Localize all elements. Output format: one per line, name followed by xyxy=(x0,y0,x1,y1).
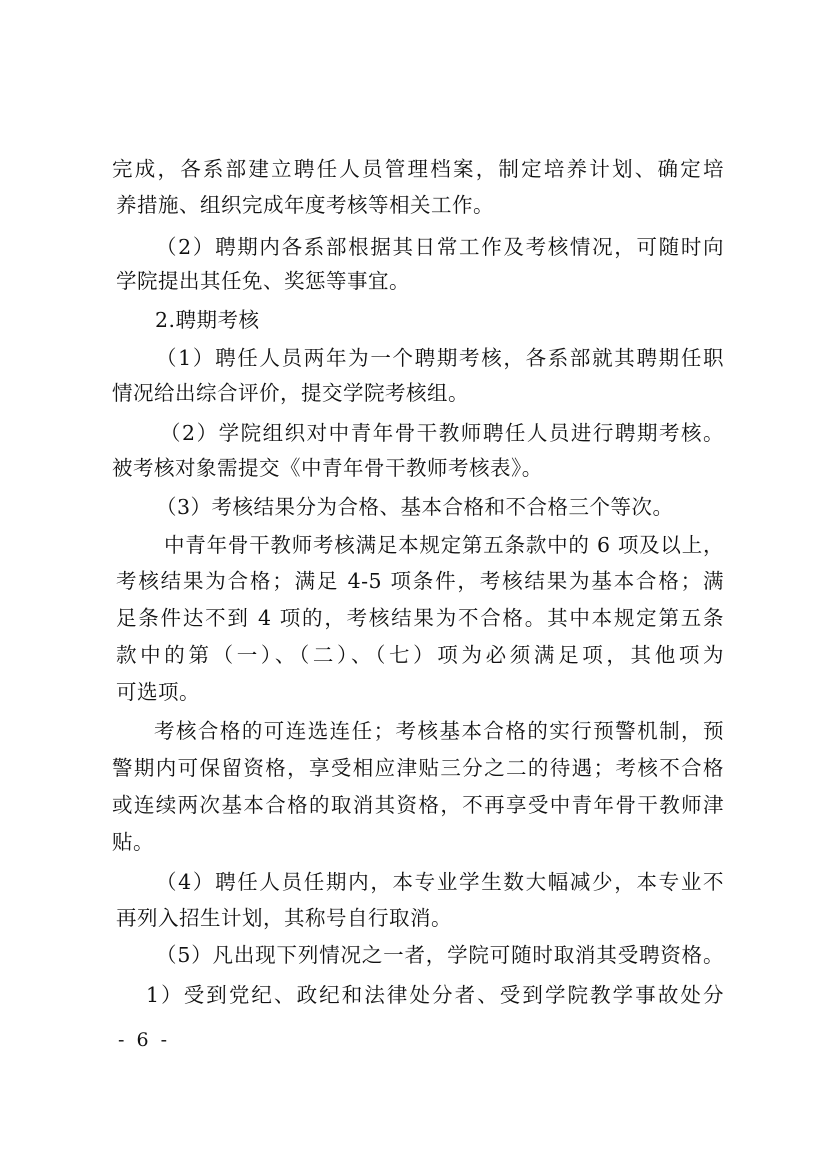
text-line-16: 考核合格的可连选连任；考核基本合格的实行预警机制，预 xyxy=(154,719,724,743)
text-line-1: 完成，各系部建立聘任人员管理档案，制定培养计划、确定培 xyxy=(112,157,724,181)
text-line-23: 1）受到党纪、政纪和法律处分者、受到学院教学事故处分 xyxy=(146,983,724,1007)
text-line-21: 再列入招生计划，其称号自行取消。 xyxy=(116,906,452,930)
text-line-3: （2）聘期内各系部根据其日常工作及考核情况，可随时向 xyxy=(156,235,724,259)
section-heading: 2.聘期考核 xyxy=(155,308,260,332)
text-line-12: 考核结果为合格；满足 4-5 项条件，考核结果为基本合格；满 xyxy=(116,569,724,593)
text-line-7: 情况给出综合评价，提交学院考核组。 xyxy=(112,381,469,405)
text-line-10: （3）考核结果分为合格、基本合格和不合格三个等次。 xyxy=(156,495,674,519)
text-line-11: 中青年骨干教师考核满足本规定第五条款中的 6 项及以上， xyxy=(164,533,724,557)
text-line-15: 可选项。 xyxy=(116,680,200,704)
text-line-9: 被考核对象需提交《中青年骨干教师考核表》。 xyxy=(112,456,543,480)
text-line-18: 或连续两次基本合格的取消其资格，不再享受中青年骨干教师津 xyxy=(112,793,724,817)
text-line-17: 警期内可保留资格，享受相应津贴三分之二的待遇；考核不合格 xyxy=(112,756,724,780)
text-line-22: （5）凡出现下列情况之一者，学院可随时取消其受聘资格。 xyxy=(156,943,724,967)
text-line-2: 养措施、组织完成年度考核等相关工作。 xyxy=(116,193,494,217)
text-line-6: （1）聘任人员两年为一个聘期考核，各系部就其聘期任职 xyxy=(156,346,724,370)
text-line-19: 贴。 xyxy=(112,830,154,854)
text-line-20: （4）聘任人员任期内，本专业学生数大幅减少，本专业不 xyxy=(156,870,724,894)
page-number: - 6 - xyxy=(118,1029,171,1051)
text-line-4: 学院提出其任免、奖惩等事宜。 xyxy=(116,269,410,293)
text-line-14: 款中的第（一）、（二）、（七）项为必须满足项，其他项为 xyxy=(116,643,724,667)
text-line-13: 足条件达不到 4 项的，考核结果为不合格。其中本规定第五条 xyxy=(116,606,724,630)
text-line-8: （2）学院组织对中青年骨干教师聘任人员进行聘期考核。 xyxy=(160,421,724,445)
